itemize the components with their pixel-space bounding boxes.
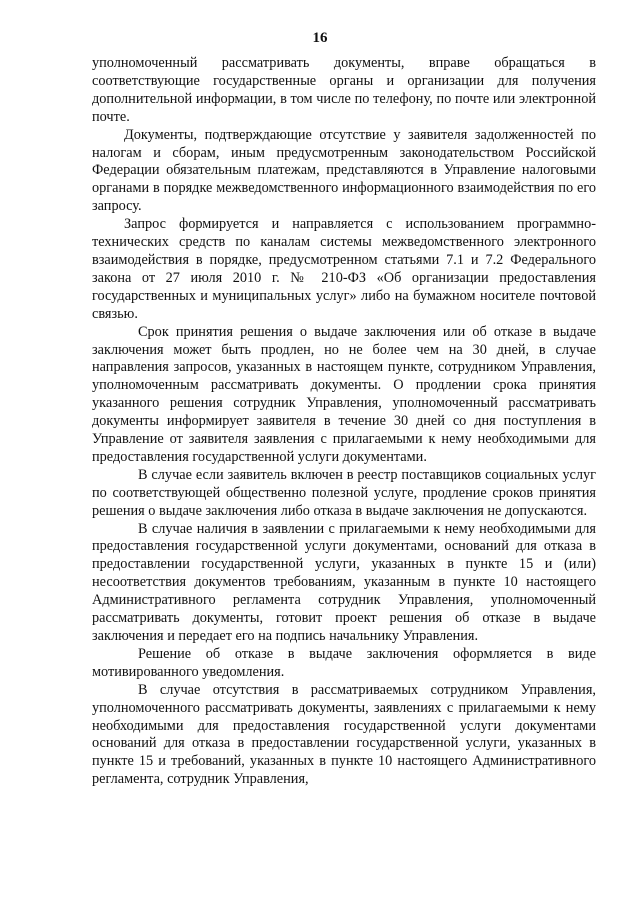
- paragraph-tax-documents: Документы, подтверждающие отсутствие у заявителя задолженностей по налогам и сборам, иным предусмотренным законодательством Российской Федерации обязательным платежам, представляются в Управление налоговыми органами в порядке межведомственного информационного взаимодействия по его запросу.: [92, 126, 596, 215]
- document-body: [92, 55, 596, 789]
- paragraph-registry-provider: В случае если заявитель включен в реестр поставщиков социальных услуг по соответствующей общественно полезной услуге, продление сроков принятия решения о выдаче заключения либо отказа в выдаче заключения не допускаются.: [92, 466, 596, 519]
- paragraph-request-formation: Запрос формируется и направляется с использованием программно-технических средств по каналам системы межведомственного электронного взаимодействия в порядке, предусмотренном статьями 7.1 и 7.2 Федерального закона от 27 июля 2010 г. № 210-ФЗ «Об организации предоставления государственных и муниципальных услуг» либо на бумажном носителе почтовой связью.: [92, 216, 596, 322]
- paragraph-continuation: уполномоченный рассматривать документы, вправе обращаться в соответствующие государственные органы и организации для получения дополнительной информации, в том числе по телефону, по почте или электронной почте.: [92, 55, 596, 125]
- paragraph-refusal-notice: Решение об отказе в выдаче заключения оформляется в виде мотивированного уведомления.: [92, 645, 596, 680]
- page-number: 16: [312, 30, 328, 46]
- paragraph-refusal-grounds: В случае наличия в заявлении с прилагаемыми к нему необходимыми для предоставления государственной услуги документами, оснований для отказа в предоставлении государственной услуги, указанных в пункте 15 и (или) несоответствия документов требованиям, указанным в пункте 10 настоящего Административного регламента сотрудник Управления, уполномоченный рассматривать документы, готовит проект решения об отказе в выдаче заключения и передает его на подпись начальнику Управления.: [92, 520, 596, 644]
- paragraph-decision-deadline: Срок принятия решения о выдаче заключения или об отказе в выдаче заключения может быть продлен, но не более чем на 30 дней, в случае направления запросов, указанных в настоящем пункте, сотрудником Управления, уполномоченным рассматривать документы. О продлении срока принятия указанного решения сотрудник Управления, уполномоченный рассматривать документы информирует заявителя в течение 30 дней со дня поступления в Управление от заявителя заявления с прилагаемыми к нему необходимыми для предоставления государственной услуги документами.: [92, 323, 596, 465]
- paragraph-absence-of-grounds: В случае отсутствия в рассматриваемых сотрудником Управления, уполномоченного рассматривать документы, заявлениях с прилагаемыми к нему необходимыми для предоставления государственной услуги документами оснований для отказа в предоставлении государственной услуги, указанных в пункте 15 и требований, указанных в пункте 10 настоящего Административного регламента, сотрудник Управления,: [92, 681, 596, 788]
